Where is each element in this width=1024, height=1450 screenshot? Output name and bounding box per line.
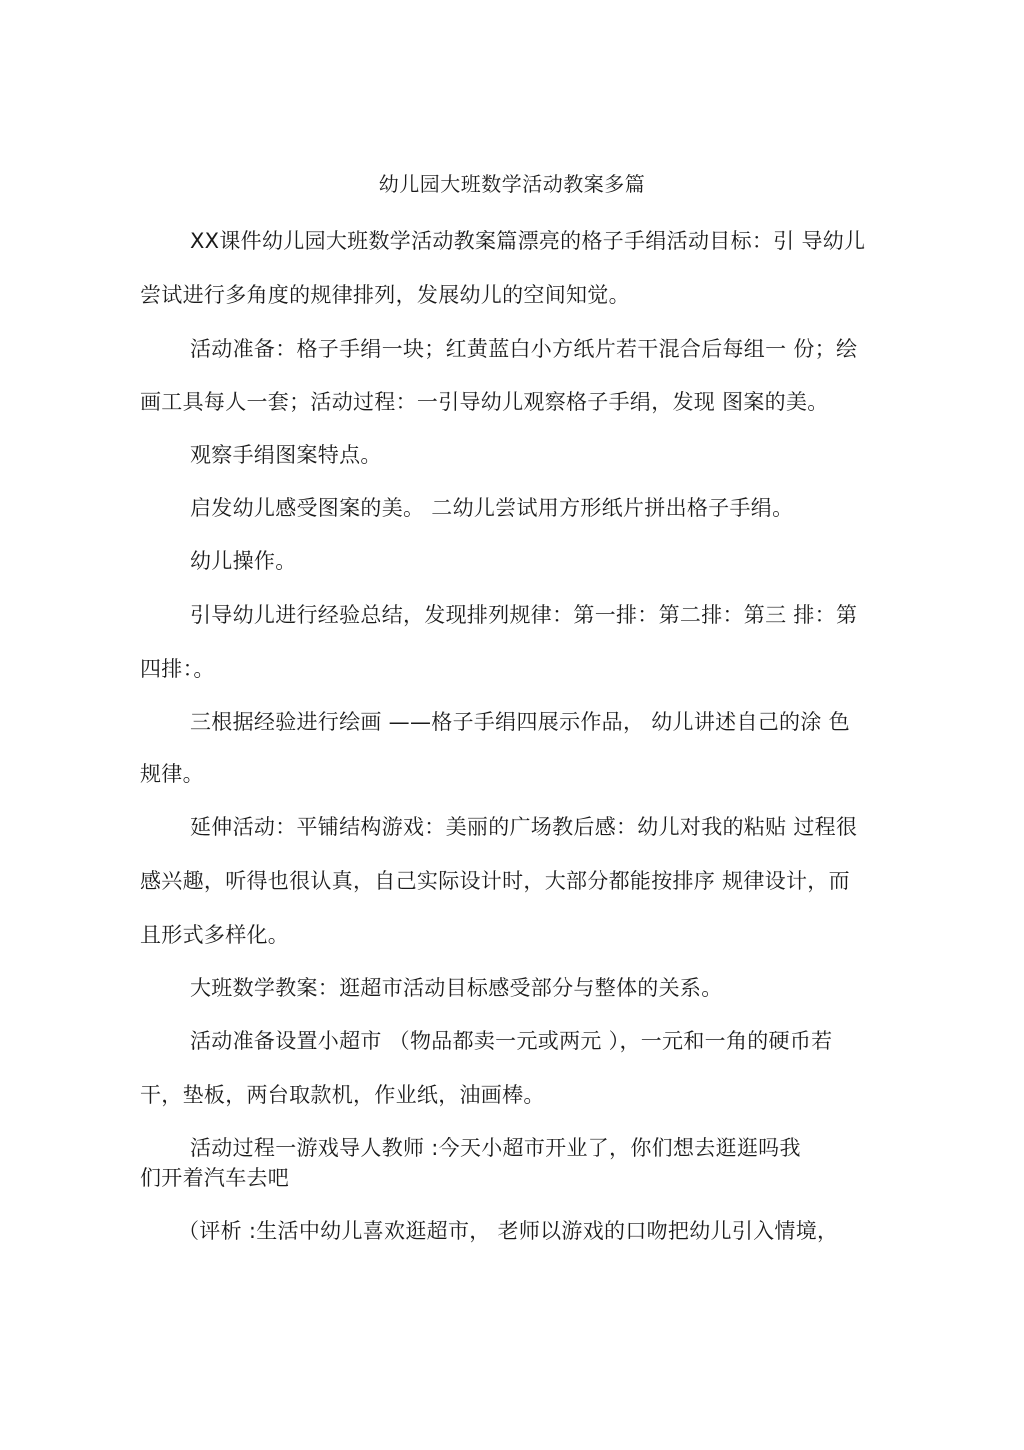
paragraph-line: 规律。 [140, 762, 204, 786]
paragraph-line: （评析 :生活中幼儿喜欢逛超市， 老师以游戏的口吻把幼儿引入情境， [178, 1219, 839, 1243]
paragraph-line: 启发幼儿感受图案的美。 二幼儿尝试用方形纸片拼出格子手绢。 [190, 496, 794, 520]
paragraph-line: 观察手绢图案特点。 [190, 443, 382, 467]
paragraph-line: XX课件幼儿园大班数学活动教案篇漂亮的格子手绢活动目标：引 导幼儿 [190, 229, 866, 253]
paragraph-line: 们开着汽车去吧 [140, 1166, 290, 1190]
paragraph-line: 尝试进行多角度的规律排列，发展幼儿的空间知觉。 [140, 283, 630, 307]
paragraph-line: 活动过程一游戏导人教师 :今天小超市开业了，你们想去逛逛吗我 [190, 1136, 801, 1160]
paragraph-line: 感兴趣，听得也很认真，自己实际设计时，大部分都能按排序 规律设计，而 [140, 869, 850, 893]
document-title: 幼儿园大班数学活动教案多篇 [378, 172, 646, 196]
paragraph-line: 且形式多样化。 [140, 923, 290, 947]
paragraph-line: 活动准备：格子手绢一块；红黄蓝白小方纸片若干混合后每组一 份；绘 [190, 337, 858, 361]
paragraph-line: 活动准备设置小超市 （物品都卖一元或两元 ），一元和一角的硬币若 [190, 1029, 833, 1053]
paragraph-line: 大班数学教案：逛超市活动目标感受部分与整体的关系。 [190, 976, 723, 1000]
paragraph-line: 三根据经验进行绘画 ——格子手绢四展示作品， 幼儿讲述自己的涂 色 [190, 710, 850, 734]
paragraph-line: 四排：。 [140, 657, 215, 681]
paragraph-line: 引导幼儿进行经验总结，发现排列规律：第一排：第二排：第三 排：第 [190, 603, 858, 627]
paragraph-line: 画工具每人一套；活动过程：一引导幼儿观察格子手绢，发现 图案的美。 [140, 390, 829, 414]
paragraph-line: 延伸活动：平铺结构游戏：美丽的广场教后感：幼儿对我的粘贴 过程很 [190, 815, 858, 839]
paragraph-line: 幼儿操作。 [190, 549, 297, 573]
paragraph-line: 干，垫板，两台取款机，作业纸，油画棒。 [140, 1083, 545, 1107]
